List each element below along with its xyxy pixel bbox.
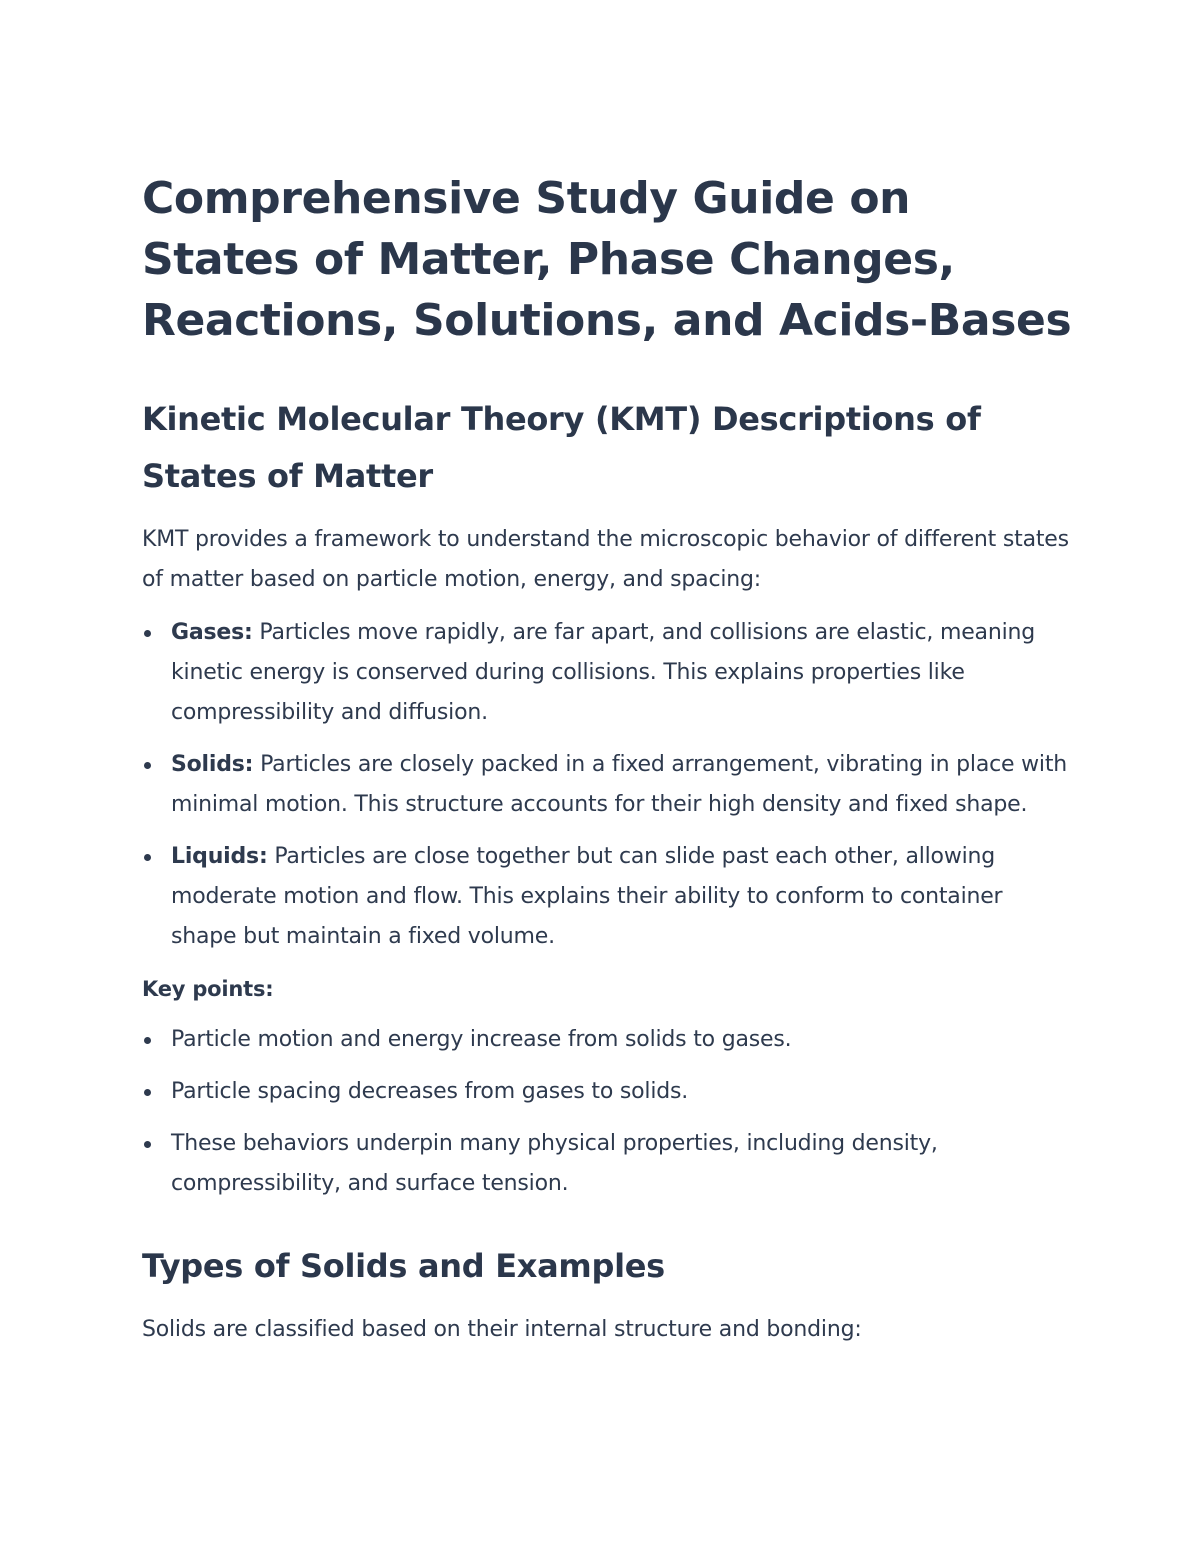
state-term: Gases: xyxy=(171,620,253,645)
list-item xyxy=(142,1020,1072,1060)
bullet-icon xyxy=(144,854,151,861)
state-description: Particles move rapidly, are far apart, and collisions are elastic, meaning kinetic energy is conserved during collisions. This explains properties like compressibility and diffusion. xyxy=(171,620,1036,725)
bullet-icon xyxy=(144,1141,151,1148)
bullet-icon xyxy=(144,1037,151,1044)
kmt-intro-paragraph: KMT provides a framework to understand the microscopic behavior of different states of matter based on particle motion, energy, and spacing: xyxy=(142,527,1069,592)
key-point-text: These behaviors underpin many physical properties, including density, compressibility, and surface tension. xyxy=(171,1131,938,1196)
list-item xyxy=(142,1072,1072,1112)
state-description: Particles are closely packed in a fixed arrangement, vibrating in place with minimal motion. This structure accounts for their high density and fixed shape. xyxy=(171,752,1068,817)
states-list xyxy=(142,613,1072,957)
state-description: Particles are close together but can slide past each other, allowing moderate motion and flow. This explains their ability to conform to container shape but maintain a fixed volume. xyxy=(171,844,1003,949)
key-point-text: Particle motion and energy increase from solids to gases. xyxy=(171,1027,792,1052)
key-points-label: Key points: xyxy=(142,977,274,1001)
list-item xyxy=(142,1124,1072,1204)
list-item xyxy=(142,745,1072,825)
bullet-icon xyxy=(144,630,151,637)
solids-intro-paragraph: Solids are classified based on their internal structure and bonding: xyxy=(142,1317,862,1342)
key-points-list xyxy=(142,1020,1072,1204)
document-page xyxy=(142,168,1072,1350)
solids-section-heading: Types of Solids and Examples xyxy=(142,1247,665,1285)
list-item xyxy=(142,837,1072,957)
list-item xyxy=(142,613,1072,733)
bullet-icon xyxy=(144,1089,151,1096)
document-title: Comprehensive Study Guide on States of Matter, Phase Changes, Reactions, Solutions, and Acids-Bases xyxy=(142,173,1072,346)
kmt-section-heading: Kinetic Molecular Theory (KMT) Descriptions of States of Matter xyxy=(142,400,981,495)
state-term: Liquids: xyxy=(171,844,268,869)
state-term: Solids: xyxy=(171,752,254,777)
key-point-text: Particle spacing decreases from gases to solids. xyxy=(171,1079,689,1104)
bullet-icon xyxy=(144,762,151,769)
